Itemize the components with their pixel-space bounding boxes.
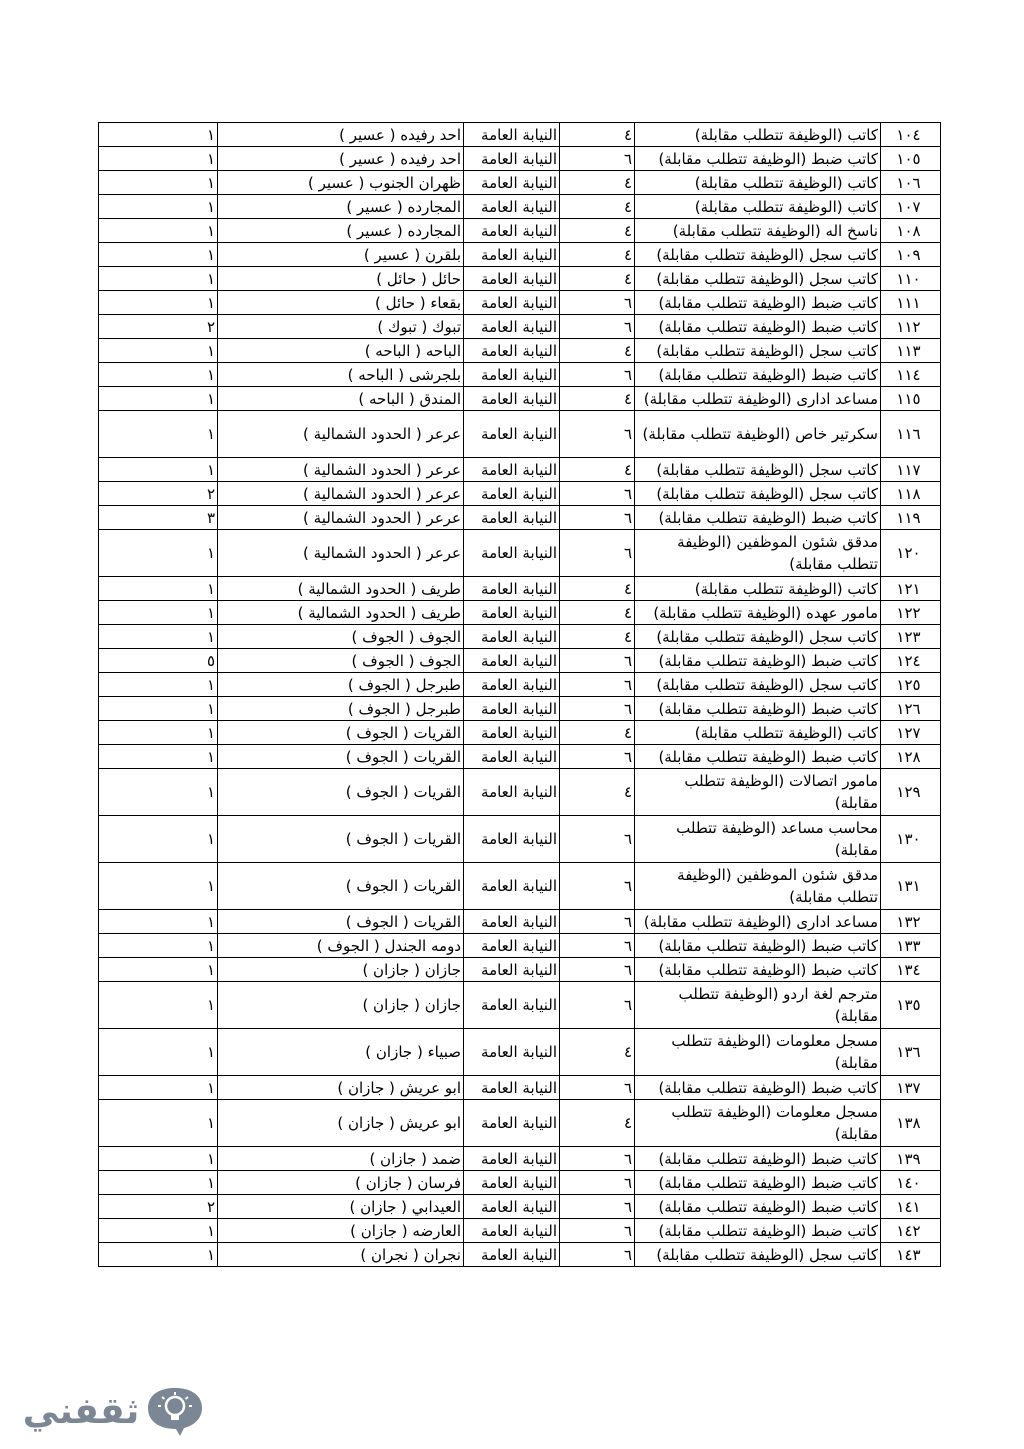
- cell-rank: ٤: [560, 769, 635, 816]
- cell-job-title: مسجل معلومات (الوظيفة تتطلب مقابلة): [635, 1100, 881, 1147]
- cell-location: القريات ( الجوف ): [218, 816, 464, 863]
- cell-rank: ٦: [560, 1219, 635, 1243]
- table-row: [99, 934, 941, 958]
- cell-agency: النيابة العامة: [464, 243, 560, 267]
- cell-rank: ٤: [560, 267, 635, 291]
- table-row: [99, 649, 941, 673]
- cell-agency: النيابة العامة: [464, 649, 560, 673]
- jobs-table: [98, 122, 941, 1267]
- table-row: [99, 625, 941, 649]
- cell-agency: النيابة العامة: [464, 1195, 560, 1219]
- cell-job-title: كاتب سجل (الوظيفة تتطلب مقابلة): [635, 339, 881, 363]
- cell-location: عرعر ( الحدود الشمالية ): [218, 506, 464, 530]
- table-row: [99, 530, 941, 577]
- cell-count: ٢: [99, 482, 218, 506]
- cell-count: ١: [99, 219, 218, 243]
- cell-rank: ٤: [560, 195, 635, 219]
- table-row: [99, 1100, 941, 1147]
- cell-job-title: كاتب ضبط (الوظيفة تتطلب مقابلة): [635, 1076, 881, 1100]
- cell-number: ١٣٧: [881, 1076, 941, 1100]
- cell-location: جازان ( جازان ): [218, 958, 464, 982]
- cell-count: ١: [99, 958, 218, 982]
- table-row: [99, 1243, 941, 1267]
- table-row: [99, 1171, 941, 1195]
- cell-location: جازان ( جازان ): [218, 982, 464, 1029]
- table-row: [99, 697, 941, 721]
- cell-job-title: كاتب ضبط (الوظيفة تتطلب مقابلة): [635, 697, 881, 721]
- cell-job-title: سكرتير خاص (الوظيفة تتطلب مقابلة): [635, 411, 881, 458]
- cell-job-title: كاتب ضبط (الوظيفة تتطلب مقابلة): [635, 363, 881, 387]
- table-row: [99, 291, 941, 315]
- cell-number: ١٣٢: [881, 910, 941, 934]
- cell-count: ١: [99, 863, 218, 910]
- cell-number: ١٣٨: [881, 1100, 941, 1147]
- cell-number: ١٢١: [881, 577, 941, 601]
- cell-job-title: مدقق شئون الموظفين (الوظيفة تتطلب مقابلة): [635, 863, 881, 910]
- cell-number: ١٣٠: [881, 816, 941, 863]
- cell-location: القريات ( الجوف ): [218, 769, 464, 816]
- cell-job-title: ناسخ اله (الوظيفة تتطلب مقابلة): [635, 219, 881, 243]
- cell-agency: النيابة العامة: [464, 769, 560, 816]
- cell-rank: ٦: [560, 982, 635, 1029]
- jobs-table-body: [99, 123, 941, 1267]
- cell-rank: ٦: [560, 1195, 635, 1219]
- cell-agency: النيابة العامة: [464, 1171, 560, 1195]
- cell-location: القريات ( الجوف ): [218, 721, 464, 745]
- table-row: [99, 506, 941, 530]
- watermark-text: ثقفني: [22, 1391, 140, 1432]
- cell-rank: ٦: [560, 863, 635, 910]
- cell-rank: ٤: [560, 625, 635, 649]
- cell-job-title: مامور عهده (الوظيفة تتطلب مقابلة): [635, 601, 881, 625]
- cell-location: بلقرن ( عسير ): [218, 243, 464, 267]
- cell-count: ١: [99, 123, 218, 147]
- cell-number: ١١٠: [881, 267, 941, 291]
- cell-job-title: مترجم لغة اردو (الوظيفة تتطلب مقابلة): [635, 982, 881, 1029]
- cell-number: ١٢٢: [881, 601, 941, 625]
- cell-rank: ٦: [560, 147, 635, 171]
- cell-rank: ٦: [560, 649, 635, 673]
- cell-number: ١٠٤: [881, 123, 941, 147]
- cell-count: ٥: [99, 649, 218, 673]
- cell-job-title: كاتب سجل (الوظيفة تتطلب مقابلة): [635, 1243, 881, 1267]
- cell-job-title: مسجل معلومات (الوظيفة تتطلب مقابلة): [635, 1029, 881, 1076]
- cell-rank: ٤: [560, 387, 635, 411]
- cell-job-title: كاتب سجل (الوظيفة تتطلب مقابلة): [635, 243, 881, 267]
- table-row: [99, 1076, 941, 1100]
- cell-count: ١: [99, 1100, 218, 1147]
- cell-number: ١٤٣: [881, 1243, 941, 1267]
- table-row: [99, 721, 941, 745]
- table-row: [99, 363, 941, 387]
- cell-job-title: كاتب (الوظيفة تتطلب مقابلة): [635, 123, 881, 147]
- table-row: [99, 195, 941, 219]
- cell-job-title: محاسب مساعد (الوظيفة تتطلب مقابلة): [635, 816, 881, 863]
- cell-rank: ٦: [560, 1171, 635, 1195]
- cell-number: ١٢٤: [881, 649, 941, 673]
- cell-number: ١٢٩: [881, 769, 941, 816]
- cell-number: ١٠٧: [881, 195, 941, 219]
- cell-job-title: مامور اتصالات (الوظيفة تتطلب مقابلة): [635, 769, 881, 816]
- cell-count: ١: [99, 363, 218, 387]
- cell-number: ١٠٩: [881, 243, 941, 267]
- cell-number: ١٢٦: [881, 697, 941, 721]
- cell-job-title: كاتب ضبط (الوظيفة تتطلب مقابلة): [635, 958, 881, 982]
- cell-rank: ٦: [560, 1147, 635, 1171]
- table-row: [99, 147, 941, 171]
- cell-count: ١: [99, 458, 218, 482]
- cell-agency: النيابة العامة: [464, 1243, 560, 1267]
- table-row: [99, 387, 941, 411]
- cell-number: ١٠٨: [881, 219, 941, 243]
- cell-agency: النيابة العامة: [464, 482, 560, 506]
- cell-agency: النيابة العامة: [464, 910, 560, 934]
- cell-job-title: كاتب ضبط (الوظيفة تتطلب مقابلة): [635, 745, 881, 769]
- cell-location: المندق ( الباحه ): [218, 387, 464, 411]
- cell-agency: النيابة العامة: [464, 721, 560, 745]
- table-row: [99, 243, 941, 267]
- cell-count: ١: [99, 243, 218, 267]
- cell-job-title: كاتب ضبط (الوظيفة تتطلب مقابلة): [635, 1219, 881, 1243]
- cell-number: ١٢٧: [881, 721, 941, 745]
- cell-location: الجوف ( الجوف ): [218, 625, 464, 649]
- cell-rank: ٦: [560, 1243, 635, 1267]
- table-row: [99, 171, 941, 195]
- cell-count: ١: [99, 147, 218, 171]
- cell-job-title: مساعد ادارى (الوظيفة تتطلب مقابلة): [635, 387, 881, 411]
- table-row: [99, 339, 941, 363]
- table-row: [99, 982, 941, 1029]
- cell-agency: النيابة العامة: [464, 458, 560, 482]
- cell-agency: النيابة العامة: [464, 1147, 560, 1171]
- cell-rank: ٦: [560, 291, 635, 315]
- cell-job-title: كاتب ضبط (الوظيفة تتطلب مقابلة): [635, 649, 881, 673]
- cell-rank: ٤: [560, 577, 635, 601]
- cell-rank: ٤: [560, 1029, 635, 1076]
- table-row: [99, 267, 941, 291]
- table-row: [99, 577, 941, 601]
- cell-agency: النيابة العامة: [464, 195, 560, 219]
- cell-agency: النيابة العامة: [464, 387, 560, 411]
- cell-location: القريات ( الجوف ): [218, 745, 464, 769]
- cell-location: القريات ( الجوف ): [218, 863, 464, 910]
- cell-count: ١: [99, 745, 218, 769]
- cell-job-title: كاتب ضبط (الوظيفة تتطلب مقابلة): [635, 934, 881, 958]
- cell-agency: النيابة العامة: [464, 982, 560, 1029]
- cell-location: حائل ( حائل ): [218, 267, 464, 291]
- cell-location: طبرجل ( الجوف ): [218, 673, 464, 697]
- cell-number: ١٠٥: [881, 147, 941, 171]
- cell-count: ١: [99, 530, 218, 577]
- cell-job-title: كاتب سجل (الوظيفة تتطلب مقابلة): [635, 673, 881, 697]
- cell-agency: النيابة العامة: [464, 315, 560, 339]
- cell-job-title: مدقق شئون الموظفين (الوظيفة تتطلب مقابلة): [635, 530, 881, 577]
- cell-agency: النيابة العامة: [464, 363, 560, 387]
- cell-count: ١: [99, 769, 218, 816]
- cell-number: ١٣٤: [881, 958, 941, 982]
- cell-number: ١١٧: [881, 458, 941, 482]
- cell-count: ١: [99, 1219, 218, 1243]
- table-row: [99, 315, 941, 339]
- cell-location: احد رفيده ( عسير ): [218, 147, 464, 171]
- cell-number: ١٢٨: [881, 745, 941, 769]
- cell-location: دومه الجندل ( الجوف ): [218, 934, 464, 958]
- cell-number: ١١١: [881, 291, 941, 315]
- cell-count: ١: [99, 411, 218, 458]
- cell-rank: ٤: [560, 1100, 635, 1147]
- cell-location: بقعاء ( حائل ): [218, 291, 464, 315]
- table-row: [99, 482, 941, 506]
- cell-count: ١: [99, 673, 218, 697]
- cell-rank: ٦: [560, 745, 635, 769]
- cell-location: ابو عريش ( جازان ): [218, 1076, 464, 1100]
- table-row: [99, 458, 941, 482]
- watermark-logo: [22, 1382, 212, 1442]
- cell-location: المجارده ( عسير ): [218, 195, 464, 219]
- cell-agency: النيابة العامة: [464, 625, 560, 649]
- cell-agency: النيابة العامة: [464, 219, 560, 243]
- cell-job-title: مساعد ادارى (الوظيفة تتطلب مقابلة): [635, 910, 881, 934]
- table-row: [99, 910, 941, 934]
- cell-number: ١١٤: [881, 363, 941, 387]
- cell-agency: النيابة العامة: [464, 934, 560, 958]
- cell-location: بلجرشى ( الباحه ): [218, 363, 464, 387]
- cell-count: ١: [99, 577, 218, 601]
- cell-location: الباحه ( الباحه ): [218, 339, 464, 363]
- cell-location: صبياء ( جازان ): [218, 1029, 464, 1076]
- cell-rank: ٤: [560, 219, 635, 243]
- cell-agency: النيابة العامة: [464, 577, 560, 601]
- cell-rank: ٤: [560, 171, 635, 195]
- cell-agency: النيابة العامة: [464, 863, 560, 910]
- cell-count: ١: [99, 934, 218, 958]
- cell-location: الجوف ( الجوف ): [218, 649, 464, 673]
- cell-number: ١١٢: [881, 315, 941, 339]
- cell-number: ١٣١: [881, 863, 941, 910]
- cell-job-title: كاتب (الوظيفة تتطلب مقابلة): [635, 721, 881, 745]
- cell-count: ١: [99, 1029, 218, 1076]
- cell-location: عرعر ( الحدود الشمالية ): [218, 530, 464, 577]
- cell-location: فرسان ( جازان ): [218, 1171, 464, 1195]
- table-row: [99, 219, 941, 243]
- cell-count: ١: [99, 721, 218, 745]
- cell-agency: النيابة العامة: [464, 1219, 560, 1243]
- cell-agency: النيابة العامة: [464, 147, 560, 171]
- cell-count: ١: [99, 697, 218, 721]
- table-row: [99, 1219, 941, 1243]
- table-row: [99, 123, 941, 147]
- cell-number: ١١٦: [881, 411, 941, 458]
- cell-location: ضمد ( جازان ): [218, 1147, 464, 1171]
- cell-rank: ٦: [560, 482, 635, 506]
- cell-number: ١١٥: [881, 387, 941, 411]
- table-row: [99, 958, 941, 982]
- cell-number: ١١٣: [881, 339, 941, 363]
- cell-agency: النيابة العامة: [464, 267, 560, 291]
- lightbulb-icon: [140, 1384, 210, 1438]
- cell-count: ٢: [99, 315, 218, 339]
- cell-count: ١: [99, 1171, 218, 1195]
- table-row: [99, 673, 941, 697]
- cell-number: ١٤١: [881, 1195, 941, 1219]
- cell-agency: النيابة العامة: [464, 1076, 560, 1100]
- cell-job-title: كاتب ضبط (الوظيفة تتطلب مقابلة): [635, 1171, 881, 1195]
- cell-count: ١: [99, 339, 218, 363]
- cell-count: ١: [99, 1243, 218, 1267]
- cell-location: المجارده ( عسير ): [218, 219, 464, 243]
- cell-number: ١٢٣: [881, 625, 941, 649]
- cell-location: العارضه ( جازان ): [218, 1219, 464, 1243]
- cell-rank: ٦: [560, 506, 635, 530]
- table-row: [99, 863, 941, 910]
- cell-rank: ٦: [560, 934, 635, 958]
- cell-number: ١٠٦: [881, 171, 941, 195]
- cell-rank: ٦: [560, 411, 635, 458]
- cell-rank: ٤: [560, 123, 635, 147]
- cell-agency: النيابة العامة: [464, 171, 560, 195]
- cell-number: ١٣٥: [881, 982, 941, 1029]
- cell-location: طريف ( الحدود الشمالية ): [218, 577, 464, 601]
- cell-rank: ٦: [560, 958, 635, 982]
- cell-job-title: كاتب ضبط (الوظيفة تتطلب مقابلة): [635, 291, 881, 315]
- cell-agency: النيابة العامة: [464, 291, 560, 315]
- cell-job-title: كاتب سجل (الوظيفة تتطلب مقابلة): [635, 267, 881, 291]
- cell-job-title: كاتب ضبط (الوظيفة تتطلب مقابلة): [635, 147, 881, 171]
- cell-rank: ٤: [560, 721, 635, 745]
- cell-job-title: كاتب سجل (الوظيفة تتطلب مقابلة): [635, 458, 881, 482]
- cell-rank: ٦: [560, 530, 635, 577]
- cell-agency: النيابة العامة: [464, 339, 560, 363]
- cell-count: ١: [99, 267, 218, 291]
- table-row: [99, 769, 941, 816]
- cell-location: عرعر ( الحدود الشمالية ): [218, 411, 464, 458]
- cell-location: تبوك ( تبوك ): [218, 315, 464, 339]
- cell-location: ابو عريش ( جازان ): [218, 1100, 464, 1147]
- cell-count: ١: [99, 982, 218, 1029]
- cell-rank: ٦: [560, 1076, 635, 1100]
- cell-location: نجران ( نجران ): [218, 1243, 464, 1267]
- cell-rank: ٦: [560, 673, 635, 697]
- cell-location: ظهران الجنوب ( عسير ): [218, 171, 464, 195]
- cell-count: ١: [99, 816, 218, 863]
- cell-location: العيدابي ( جازان ): [218, 1195, 464, 1219]
- cell-job-title: كاتب ضبط (الوظيفة تتطلب مقابلة): [635, 1147, 881, 1171]
- cell-count: ١: [99, 601, 218, 625]
- cell-location: احد رفيده ( عسير ): [218, 123, 464, 147]
- cell-count: ٢: [99, 1195, 218, 1219]
- cell-agency: النيابة العامة: [464, 673, 560, 697]
- cell-count: ١: [99, 387, 218, 411]
- table-row: [99, 1029, 941, 1076]
- cell-rank: ٤: [560, 243, 635, 267]
- cell-rank: ٦: [560, 363, 635, 387]
- cell-agency: النيابة العامة: [464, 958, 560, 982]
- cell-count: ١: [99, 195, 218, 219]
- cell-job-title: كاتب (الوظيفة تتطلب مقابلة): [635, 577, 881, 601]
- cell-count: ١: [99, 625, 218, 649]
- cell-rank: ٤: [560, 339, 635, 363]
- table-row: [99, 1147, 941, 1171]
- cell-job-title: كاتب سجل (الوظيفة تتطلب مقابلة): [635, 625, 881, 649]
- table-row: [99, 1195, 941, 1219]
- cell-rank: ٤: [560, 601, 635, 625]
- cell-count: ٣: [99, 506, 218, 530]
- cell-agency: النيابة العامة: [464, 530, 560, 577]
- table-row: [99, 745, 941, 769]
- cell-location: عرعر ( الحدود الشمالية ): [218, 482, 464, 506]
- cell-job-title: كاتب (الوظيفة تتطلب مقابلة): [635, 171, 881, 195]
- cell-number: ١٤٠: [881, 1171, 941, 1195]
- cell-location: طبرجل ( الجوف ): [218, 697, 464, 721]
- cell-number: ١٤٢: [881, 1219, 941, 1243]
- cell-number: ١٢٥: [881, 673, 941, 697]
- cell-number: ١١٨: [881, 482, 941, 506]
- cell-agency: النيابة العامة: [464, 816, 560, 863]
- cell-number: ١٣٦: [881, 1029, 941, 1076]
- cell-job-title: كاتب سجل (الوظيفة تتطلب مقابلة): [635, 482, 881, 506]
- cell-job-title: كاتب ضبط (الوظيفة تتطلب مقابلة): [635, 506, 881, 530]
- cell-location: القريات ( الجوف ): [218, 910, 464, 934]
- cell-number: ١٣٩: [881, 1147, 941, 1171]
- cell-rank: ٦: [560, 816, 635, 863]
- cell-count: ١: [99, 910, 218, 934]
- cell-number: ١١٩: [881, 506, 941, 530]
- cell-job-title: كاتب ضبط (الوظيفة تتطلب مقابلة): [635, 315, 881, 339]
- cell-job-title: كاتب ضبط (الوظيفة تتطلب مقابلة): [635, 1195, 881, 1219]
- cell-rank: ٦: [560, 697, 635, 721]
- cell-agency: النيابة العامة: [464, 697, 560, 721]
- cell-job-title: كاتب (الوظيفة تتطلب مقابلة): [635, 195, 881, 219]
- cell-location: طريف ( الحدود الشمالية ): [218, 601, 464, 625]
- table-row: [99, 601, 941, 625]
- cell-count: ١: [99, 1076, 218, 1100]
- cell-number: ١٢٠: [881, 530, 941, 577]
- cell-rank: ٦: [560, 315, 635, 339]
- table-row: [99, 411, 941, 458]
- cell-agency: النيابة العامة: [464, 411, 560, 458]
- cell-agency: النيابة العامة: [464, 506, 560, 530]
- cell-agency: النيابة العامة: [464, 1029, 560, 1076]
- cell-rank: ٦: [560, 910, 635, 934]
- cell-number: ١٣٣: [881, 934, 941, 958]
- table-row: [99, 816, 941, 863]
- cell-agency: النيابة العامة: [464, 745, 560, 769]
- cell-count: ١: [99, 291, 218, 315]
- cell-agency: النيابة العامة: [464, 123, 560, 147]
- cell-agency: النيابة العامة: [464, 1100, 560, 1147]
- cell-agency: النيابة العامة: [464, 601, 560, 625]
- cell-location: عرعر ( الحدود الشمالية ): [218, 458, 464, 482]
- cell-count: ١: [99, 1147, 218, 1171]
- cell-rank: ٤: [560, 458, 635, 482]
- cell-count: ١: [99, 171, 218, 195]
